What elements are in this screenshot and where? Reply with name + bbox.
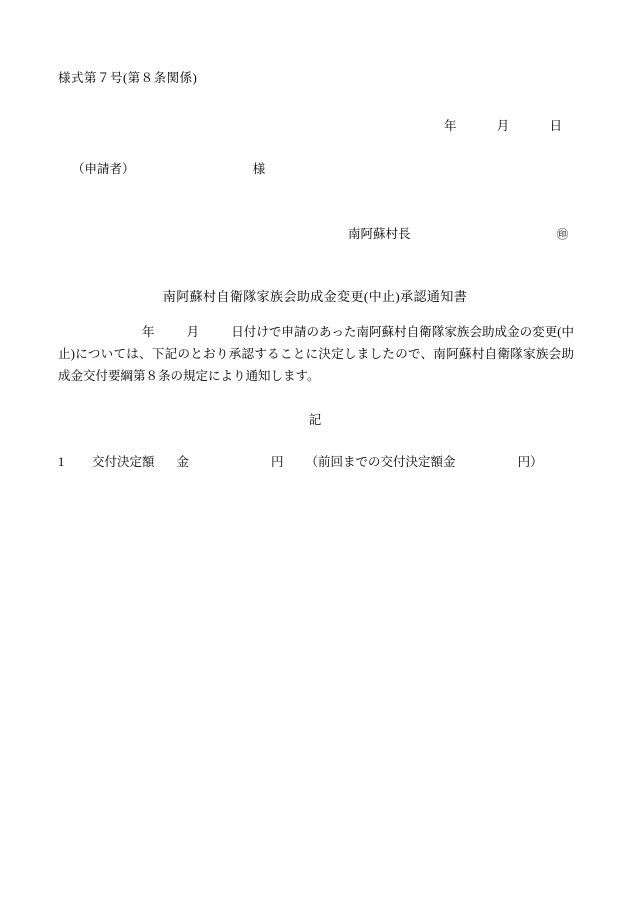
seal-icon: ㊞ [556,229,569,241]
item-note-open: （前回までの交付決定額金 [305,455,456,469]
page-title: 南阿蘇村自衛隊家族会助成金変更(中止)承認通知書 [162,289,468,304]
ki-mark: 記 [308,413,322,427]
date-line [0,116,630,134]
item-label: 交付決定額 [92,455,155,469]
date-day-label: 日 [549,119,562,133]
item-row-1 [58,452,543,470]
body-text [58,322,574,388]
applicant-row [72,159,265,177]
date-year-label: 年 [443,119,457,133]
item-unit: 円 [271,455,284,469]
issuer-row [348,224,568,242]
item-number: 1 [58,455,65,469]
applicant-label: （申請者） [72,162,135,176]
item-note-unit: 円） [517,455,543,469]
applicant-honorific: 様 [252,162,266,176]
body-main-text: 日付けで申請のあった南阿蘇村自衛隊家族会助成金の変更(中止)については、下記のとおり承認することに決定しましたので、南阿蘇村自衛隊家族会助成金交付要綱第８条の規定により通知します。 [58,325,574,383]
item-money-label: 金 [176,455,190,469]
date-month-label: 月 [496,119,510,133]
body-year-label: 年 [142,325,155,339]
issuer-name: 南阿蘇村長 [348,227,411,241]
body-month-label: 月 [186,325,200,339]
form-number: 様式第７号(第８条関係) [58,71,198,85]
